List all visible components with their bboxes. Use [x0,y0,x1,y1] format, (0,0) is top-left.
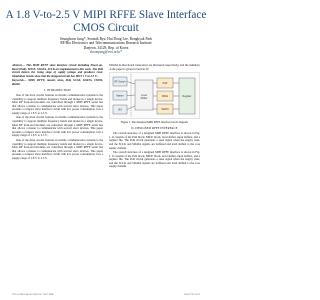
label-level-shifter: Level [141,94,147,98]
author-block [0,37,212,55]
affiliation: RF/Bio Electronics and Telecommunications Research Institute [60,41,152,46]
left-column [12,64,103,161]
label-vio: VIO [117,108,123,112]
address: Daejeon, 34129, Rep. of Korea [83,45,129,50]
author-names: Seunghoon Jung*, Seunsik Ryu, Hui Dong Lee, Bongkyuk Park [59,37,153,41]
block-diagram-svg [109,72,200,119]
label-mice: MICE [162,95,168,99]
section-heading-introduction: I. INTRODUCTION [44,87,71,92]
footer-copyright: 978-1-5386-1306-4/17/$31.00 ©2017 IEEE [12,293,54,296]
svg-text:Shifter: Shifter [140,97,148,101]
keywords: Keywords— MIPI, RFFE, master, slave, PoR, SCLK, SDATA, CMOS, divider [12,78,103,86]
section-heading-designed: II. DESIGNED RFFE INTERFACE [131,126,178,131]
section2-paragraph: The overall structure of a designed MIPI RFFE interface is shown in Fig. 1. It consists of the PoR block, MICE block, level shifter, input buffers, and a register file. The PoR circuit generates a reset signal when the supply rises, and the SCLK and SDATA signals are buffered and level shifted to the core supply domain. [109,131,200,150]
section2-paragraph-2: The overall structure of a designed MIPI RFFE interface is shown in Fig. 1. It consists of the PoR block, MICE block, level shifter, input buffers, and a register file. The PoR circuit generates a reset signal when the supply rises, and the SCLK and SDATA signals are buffered and level shifted to the core supply domain. [109,150,200,169]
intro-paragraph-3: One of the most crucial features in mobile communication systems is the capability to support multiple frequency bands and modes in a single device. Most RF front-end modules are controlled through a MIPI RFFE serial bus that allows a master to communicate with several slave devices. This paper presents a compact slave interface circuit with low power consumption over a supply range of 1.8 V to 2.5 V. [12,137,103,160]
label-por: PoR [162,82,168,86]
label-rf-switch: RF Switch [114,80,126,84]
intro-paragraph: One of the most crucial features in mobile communication systems is the capability to support multiple frequency bands and modes in a single device. Most RF front-end modules are controlled through a MIPI RFFE serial bus that allows a master to communicate with several slave devices. This paper presents a compact slave interface circuit with low power consumption over a supply range of 1.8 V to 2.5 V. [12,93,103,115]
intro-paragraph-2: One of the most crucial features in mobile communication systems is the capability to support multiple frequency bands and modes in a single device. Most RF front-end modules are controlled through a MIPI RFFE serial bus that allows a master to communicate with several slave devices. This paper presents a compact slave interface circuit with low power consumption over a supply range of 1.8 V to 2.5 V. [12,115,103,138]
footer-page-number [184,293,200,296]
label-master: Master [116,94,124,98]
label-register: Register [182,95,192,99]
paper-title: A 1.8 V-to-2.5 V MIPI RFFE Slave Interface CMOS Circuit [5,9,207,34]
abstract: Abstract— This MIPI RFFE slave interface circuit including Power-on-Reset (PoR), MICE, SDATA, SCLK are implemented in this work. The PoR circuit detects the rising slope of supply voltage and produces reset. Simulation results show that the designed circuit has MOT 1 V to 2.5 V... [12,63,103,78]
conference-name: ICTC 2017 [189,293,200,296]
author-email: shoonjung@etri.re.kr* [89,50,123,55]
conclusion-paragraph: SDATA bi-directional transceiver are discussed respectively, and the summary of the paper is given in Section IV. [109,63,200,71]
right-column [109,64,200,170]
label-sdata: SDATA [161,108,169,112]
block-diagram-figure [109,72,200,119]
page-number: 1166 [183,293,189,296]
figure-caption: Figure 1. The designed MIPI RFFE interface block diagram. [120,121,189,125]
